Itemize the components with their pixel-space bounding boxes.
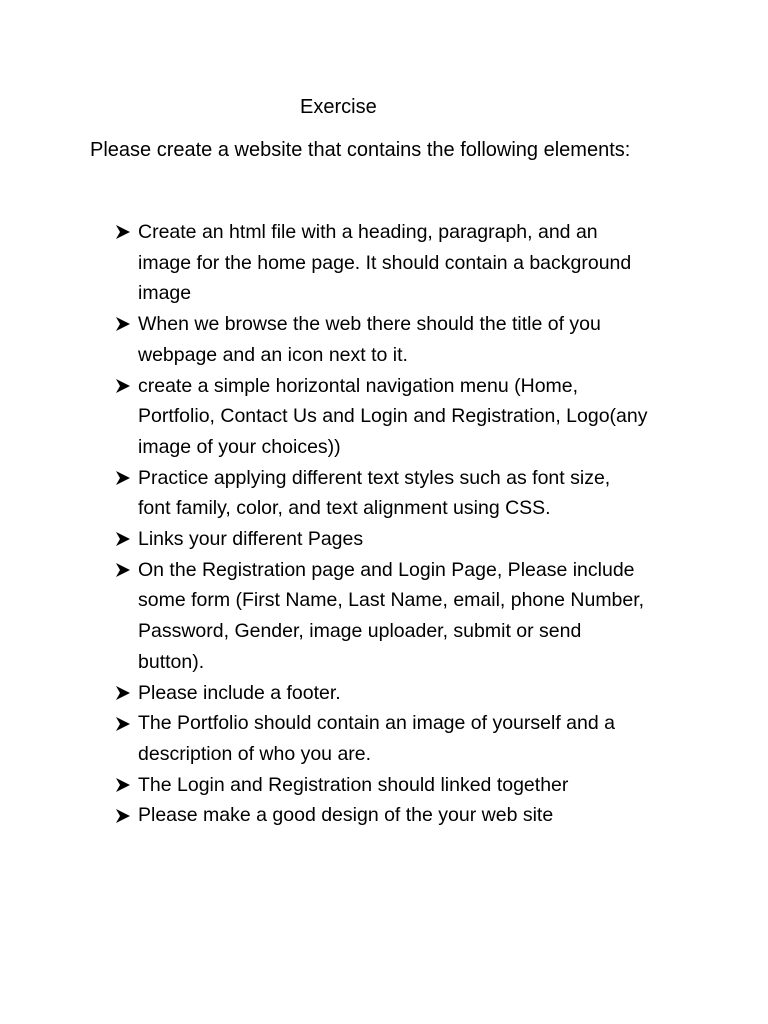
list-item [115, 217, 705, 309]
arrowhead-bullet-icon [115, 524, 138, 555]
list-item [115, 800, 705, 831]
list-item [115, 678, 705, 709]
list-item-text: The Login and Registration should linked together [138, 773, 569, 796]
list-item [115, 555, 705, 678]
arrowhead-bullet-icon [115, 678, 138, 709]
list-item [115, 309, 705, 370]
arrowhead-bullet-icon [115, 309, 138, 340]
intro-paragraph: Please create a website that contains the following elements: [90, 139, 631, 161]
list-item-text: Create an html file with a heading, paragraph, and an image for the home page. It should contain a background image [138, 221, 632, 305]
list-item-text: Practice applying different text styles such as font size, font family, color, and text alignment using CSS. [138, 466, 611, 520]
list-item-text: Links your different Pages [138, 528, 364, 551]
arrowhead-bullet-icon [115, 371, 138, 402]
list-item-text: When we browse the web there should the title of you webpage and an icon next to it. [138, 313, 601, 366]
arrowhead-bullet-icon [115, 708, 138, 739]
document-title: Exercise [300, 96, 377, 118]
arrowhead-bullet-icon [115, 800, 138, 831]
arrowhead-bullet-icon [115, 770, 138, 801]
list-item-text: On the Registration page and Login Page, Please include some form (First Name, Last Name, email, phone Number, Password, Gender, image uploader, submit or send button). [138, 558, 645, 673]
arrowhead-bullet-icon [115, 555, 138, 586]
list-item [115, 463, 705, 524]
arrowhead-bullet-icon [115, 463, 138, 494]
list-item-text: Please make a good design of the your web site [138, 804, 554, 827]
list-item [115, 770, 705, 801]
list-item-text: The Portfolio should contain an image of yourself and a description of who you are. [138, 712, 615, 765]
arrowhead-bullet-icon [115, 217, 138, 248]
list-item [115, 524, 705, 555]
requirements-list [115, 217, 705, 831]
list-item [115, 371, 705, 463]
list-item-text: create a simple horizontal navigation menu (Home, Portfolio, Contact Us and Login and Registration, Logo(any image of your choices)) [138, 374, 648, 458]
list-item-text: Please include a footer. [138, 681, 341, 704]
list-item [115, 708, 705, 769]
